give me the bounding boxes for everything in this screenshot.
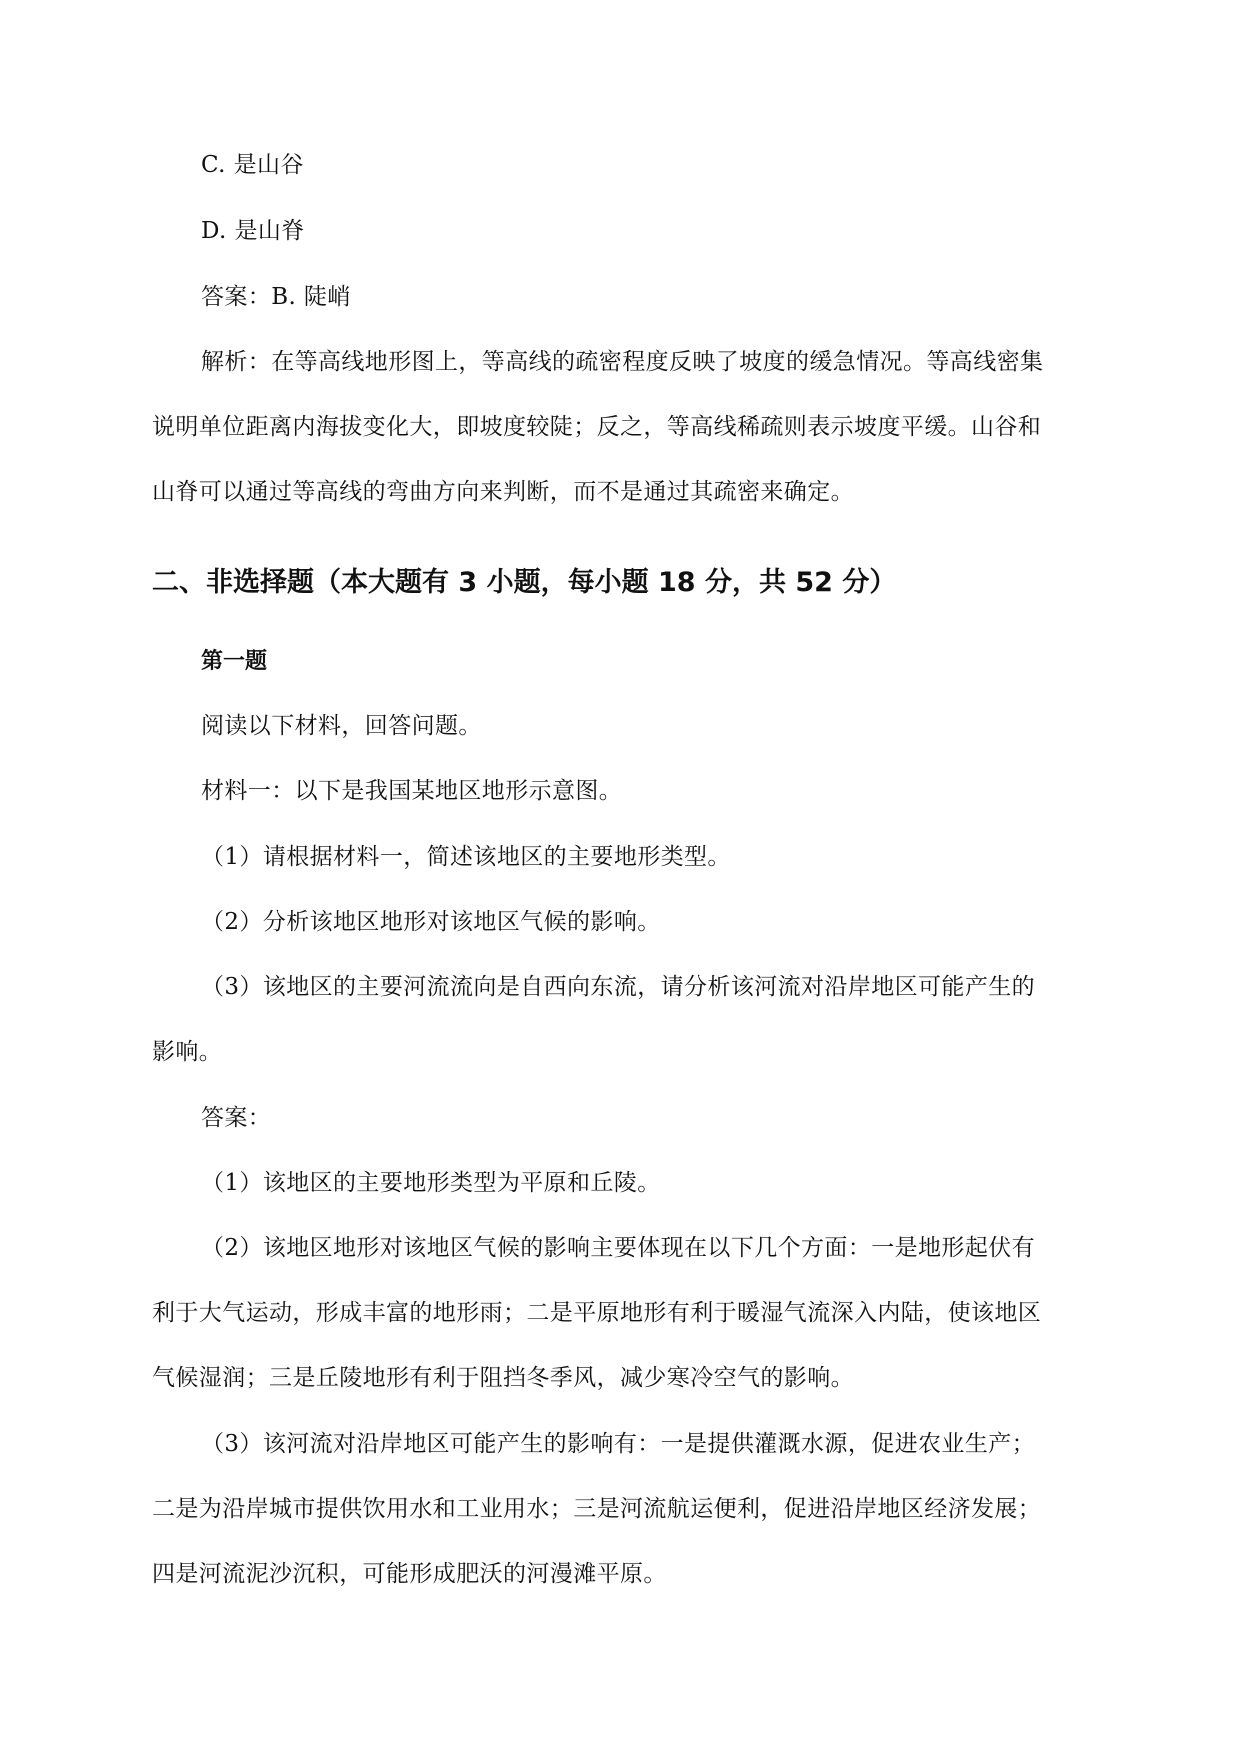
sub-question-3-cont: 影响。	[152, 1039, 223, 1065]
answer-1: （1）该地区的主要地形类型为平原和丘陵。	[201, 1170, 661, 1196]
answer-2-line: 气候湿润；三是丘陵地形有利于阻挡冬季风，减少寒冷空气的影响。	[152, 1365, 854, 1391]
answer-3-line: 四是河流泥沙沉积，可能形成肥沃的河漫滩平原。	[152, 1561, 667, 1587]
prev-analysis-line: 山脊可以通过等高线的弯曲方向来判断，而不是通过其疏密来确定。	[152, 479, 854, 505]
answer-label: 答案：	[201, 1105, 272, 1131]
option-d: D. 是山脊	[201, 218, 305, 244]
sub-question-2: （2）分析该地区地形对该地区气候的影响。	[201, 909, 661, 935]
answer-3-line: （3）该河流对沿岸地区可能产生的影响有：一是提供灌溉水源，促进农业生产；	[201, 1431, 1036, 1457]
sub-question-3: （3）该地区的主要河流流向是自西向东流，请分析该河流对沿岸地区可能产生的	[201, 974, 1036, 1000]
prev-answer: 答案：B. 陡峭	[201, 284, 351, 310]
prev-analysis-line: 解析：在等高线地形图上，等高线的疏密程度反映了坡度的缓急情况。等高线密集	[201, 349, 1044, 375]
section-title: 二、非选择题（本大题有 3 小题，每小题 18 分，共 52 分）	[152, 567, 897, 598]
option-c: C. 是山谷	[201, 152, 304, 178]
material-text: 材料一：以下是我国某地区地形示意图。	[201, 778, 623, 804]
question-title: 第一题	[201, 649, 268, 674]
prev-analysis-line: 说明单位距离内海拔变化大，即坡度较陡；反之，等高线稀疏则表示坡度平缓。山谷和	[152, 414, 1042, 440]
sub-question-1: （1）请根据材料一，简述该地区的主要地形类型。	[201, 844, 731, 870]
answer-2-line: 利于大气运动，形成丰富的地形雨；二是平原地形有利于暖湿气流深入内陆，使该地区	[152, 1300, 1042, 1326]
answer-2-line: （2）该地区地形对该地区气候的影响主要体现在以下几个方面：一是地形起伏有	[201, 1235, 1036, 1261]
question-intro: 阅读以下材料，回答问题。	[201, 713, 482, 739]
answer-3-line: 二是为沿岸城市提供饮用水和工业用水；三是河流航运便利，促进沿岸地区经济发展；	[152, 1496, 1042, 1522]
